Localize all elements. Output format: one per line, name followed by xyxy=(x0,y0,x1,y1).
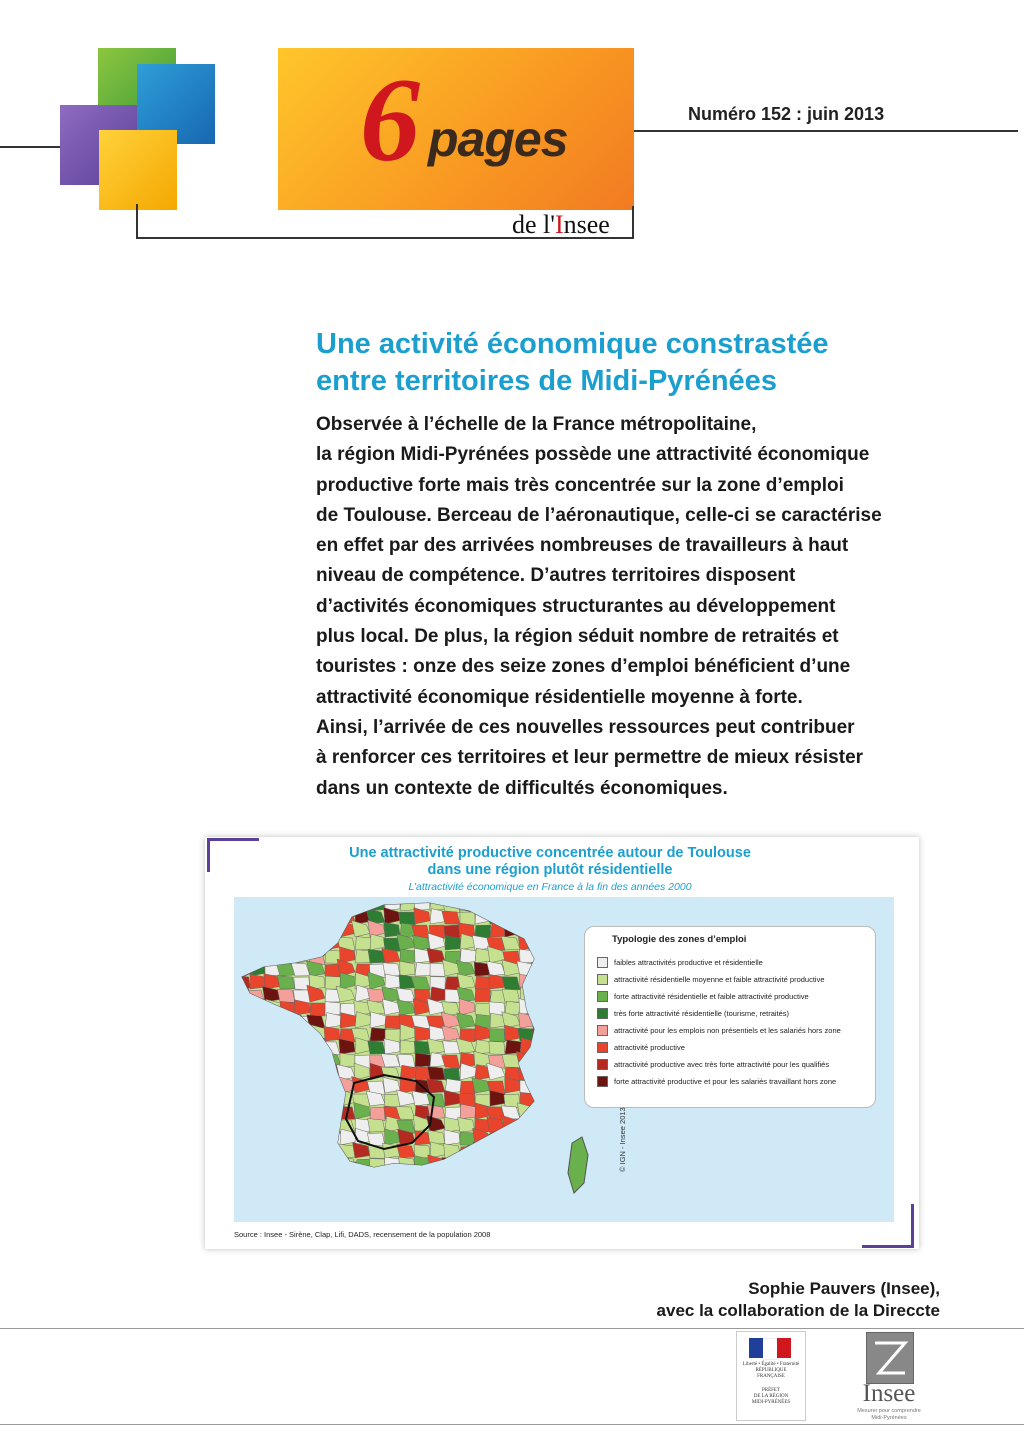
map-zone xyxy=(310,1067,326,1080)
map-zone xyxy=(325,1168,342,1184)
map-zone xyxy=(265,1119,282,1132)
map-zone xyxy=(307,1171,325,1184)
map-zone xyxy=(248,1015,265,1028)
map-zone xyxy=(323,934,340,950)
map-zone xyxy=(370,1159,385,1172)
map-zone xyxy=(428,1067,445,1080)
map-zone xyxy=(294,1055,310,1068)
map-zone xyxy=(249,960,265,976)
insee-wordmark: Insee xyxy=(862,1380,916,1407)
map-zone xyxy=(532,1029,550,1042)
map-zone xyxy=(502,977,520,990)
map-zone xyxy=(460,1146,476,1160)
map-zone xyxy=(325,1093,341,1106)
lead-line: Observée à l’échelle de la France métropolitaine, xyxy=(316,414,757,435)
map-zone xyxy=(430,963,445,976)
map-zone xyxy=(505,1040,522,1054)
map-zone xyxy=(400,1167,417,1184)
logo-square-yellow xyxy=(99,130,177,210)
map-zone xyxy=(250,1172,265,1186)
map-zone xyxy=(261,1146,280,1160)
legend-swatch xyxy=(597,991,608,1002)
map-zone xyxy=(262,1055,280,1068)
map-zone xyxy=(385,1157,400,1171)
map-zone xyxy=(532,975,550,989)
map-zone xyxy=(291,1144,310,1158)
map-zone xyxy=(294,1028,310,1041)
figure-corner xyxy=(207,838,259,841)
map-zone xyxy=(295,1037,312,1054)
map-zone xyxy=(265,1016,281,1029)
map-zone xyxy=(295,897,310,911)
lead-line: productive forte mais très concentrée sur la zone d’emploi xyxy=(316,474,844,496)
figure-corner xyxy=(207,838,210,872)
logo-publisher: de l'Insee xyxy=(512,210,610,239)
map-zone xyxy=(265,1132,282,1145)
map-zone xyxy=(234,897,250,911)
map-zone xyxy=(324,897,340,911)
map-zone xyxy=(310,1038,327,1054)
map-zone xyxy=(325,1120,340,1133)
map-zone xyxy=(248,1133,265,1147)
map-zone xyxy=(247,921,265,937)
map-zone xyxy=(310,922,325,937)
map-zone xyxy=(385,1016,401,1029)
map-zone xyxy=(489,1041,505,1054)
map-zone xyxy=(280,1128,295,1145)
map-zone xyxy=(235,998,252,1015)
map-zone xyxy=(261,899,280,912)
map-zone xyxy=(490,1169,506,1184)
map-zone xyxy=(277,989,295,1002)
map-zone xyxy=(280,1167,295,1184)
legend-swatch xyxy=(597,1059,608,1070)
map-zone xyxy=(250,1068,266,1081)
map-zone xyxy=(324,1026,340,1041)
legend-label: forte attractivité résidentielle et faible attractivité productive xyxy=(614,991,809,1001)
map-zone xyxy=(325,1081,341,1094)
footer-rule-top xyxy=(0,1328,1024,1329)
map-zone xyxy=(534,947,550,963)
prefecture-motto: Liberté • Égalité • Fraternité RÉPUBLIQUE FRANÇAISE xyxy=(742,1362,800,1379)
map-zone xyxy=(265,921,280,937)
map-zone xyxy=(295,1129,311,1145)
map-zone xyxy=(265,937,282,950)
map-zone xyxy=(533,1068,550,1081)
map-zone xyxy=(517,1103,535,1119)
map-copyright: © IGN - Insee 2013 xyxy=(618,1107,627,1172)
map-zone xyxy=(323,1156,340,1171)
lead-line: à renforcer ces territoires et leur permettre de mieux résister xyxy=(316,747,864,769)
map-zone xyxy=(384,1169,400,1184)
map-zone xyxy=(520,1116,537,1132)
lead-line: touristes : onze des seize zones d’emploi bénéficient d’une xyxy=(316,656,851,678)
map-zone xyxy=(518,1168,535,1184)
map-zone xyxy=(276,1027,295,1041)
map-zone xyxy=(534,1055,550,1068)
legend-item xyxy=(597,1023,841,1037)
map-zone xyxy=(532,1115,550,1132)
legend-swatch xyxy=(597,1042,608,1053)
map-zone xyxy=(471,1171,490,1184)
map-zone xyxy=(534,934,550,950)
map-zone xyxy=(234,1168,250,1184)
map-zone xyxy=(340,1168,355,1184)
legend-swatch xyxy=(597,957,608,968)
map-zone xyxy=(531,1012,550,1028)
map-zone xyxy=(400,949,415,963)
map-zone xyxy=(235,1054,250,1067)
map-zone xyxy=(265,1024,282,1041)
map-zone xyxy=(325,924,340,937)
map-zone xyxy=(535,1106,552,1119)
map-zone xyxy=(262,911,280,924)
map-zone xyxy=(292,1094,310,1107)
map-zone xyxy=(458,923,475,937)
map-zone xyxy=(235,1119,250,1132)
map-zone xyxy=(535,1002,550,1015)
map-zone xyxy=(460,949,476,963)
map-zone xyxy=(384,1094,400,1108)
map-zone xyxy=(398,1054,415,1067)
map-zone xyxy=(520,974,535,989)
legend-swatch xyxy=(597,974,608,985)
map-zone xyxy=(414,1168,430,1184)
map-zone xyxy=(234,1094,250,1107)
lead-line: plus local. De plus, la région séduit nombre de retraités et xyxy=(316,626,839,648)
map-zone xyxy=(250,1118,267,1132)
legend-title: Typologie des zones d’emploi xyxy=(612,934,747,945)
map-zone xyxy=(445,936,460,950)
map-zone xyxy=(310,1106,327,1119)
map-zone xyxy=(488,1156,505,1171)
lead-line: d’activités économiques structurantes au développement xyxy=(316,595,836,617)
figure-source: Source : Insee - Sirène, Clap, Lifi, DADS, recensement de la population 2008 xyxy=(234,1230,491,1239)
map-zone xyxy=(460,1104,476,1119)
map-zone xyxy=(400,961,415,976)
map-zone xyxy=(247,897,265,911)
map-zone xyxy=(505,912,521,925)
legend-label: très forte attractivité résidentielle (tourisme, retraités) xyxy=(614,1008,790,1018)
map-zone xyxy=(475,1159,490,1172)
map-zone xyxy=(246,935,265,950)
map-zone xyxy=(535,1037,550,1054)
legend-label: attractivité productive xyxy=(614,1042,685,1052)
lead-line: la région Midi-Pyrénées possède une attractivité économique xyxy=(316,444,870,466)
legend-item xyxy=(597,955,763,969)
map-zone xyxy=(292,1103,310,1119)
map-zone xyxy=(519,907,535,924)
map-zone xyxy=(502,989,520,1002)
map-zone xyxy=(532,1131,550,1145)
map-zone xyxy=(292,1119,310,1132)
map-zone xyxy=(504,920,520,937)
map-zone xyxy=(368,1118,385,1132)
header-rule-left xyxy=(0,146,62,148)
map-zone xyxy=(533,961,550,976)
legend-label: attractivité productive avec très forte attractivité pour les qualifiés xyxy=(614,1059,830,1069)
map-zone xyxy=(535,925,551,938)
map-zone xyxy=(503,1133,520,1147)
figure-subtitle: L’attractivité économique en France à la fin des années 2000 xyxy=(408,881,692,893)
flag-blue xyxy=(749,1338,763,1358)
map-zone xyxy=(517,1145,535,1158)
map-zone xyxy=(278,1051,295,1067)
map-zone xyxy=(234,1144,250,1158)
map-zone xyxy=(442,1158,460,1171)
map-zone xyxy=(489,1029,505,1042)
map-zone xyxy=(518,1013,535,1028)
author-credit: Sophie Pauvers (Insee), avec la collaboration de la Direccte xyxy=(656,1279,940,1320)
map-zone xyxy=(295,1167,311,1184)
map-zone xyxy=(246,1107,265,1120)
map-zone xyxy=(475,897,490,911)
map-zone xyxy=(249,910,265,924)
map-zone xyxy=(429,1168,445,1184)
map-zone xyxy=(250,1146,266,1159)
map-zone xyxy=(367,897,385,911)
legend-swatch xyxy=(597,1008,608,1019)
map-zone xyxy=(262,1079,280,1093)
map-zone xyxy=(234,1103,250,1119)
map-zone xyxy=(310,1144,325,1158)
logo-frame-right xyxy=(632,206,634,239)
map-zone xyxy=(532,987,550,1002)
map-zone xyxy=(280,1157,295,1171)
map-zone xyxy=(278,1016,295,1029)
map-zone xyxy=(520,1038,536,1054)
legend-item xyxy=(597,1074,836,1088)
map-zone xyxy=(490,1132,505,1145)
map-zone xyxy=(307,898,325,911)
map-zone xyxy=(279,1081,295,1094)
flag-white xyxy=(763,1338,777,1360)
map-zone xyxy=(235,1068,252,1081)
article-lead xyxy=(316,410,936,804)
map-zone xyxy=(277,923,295,937)
map-zone xyxy=(475,988,491,1002)
map-zone xyxy=(250,1039,265,1054)
map-zone xyxy=(368,1041,385,1054)
map-zone xyxy=(415,963,432,976)
prefecture-logo xyxy=(736,1331,806,1421)
map-zone xyxy=(460,897,476,911)
lead-line: attractivité économique résidentielle moyenne à forte. xyxy=(316,686,803,708)
map-zone xyxy=(234,960,250,976)
map-zone xyxy=(309,1089,325,1106)
map-zone xyxy=(325,964,340,978)
legend-swatch xyxy=(597,1025,608,1036)
insee-emblem xyxy=(866,1332,914,1384)
map-zone xyxy=(248,1053,265,1067)
map-zone xyxy=(306,1053,325,1067)
map-zone xyxy=(278,976,295,989)
map-zone xyxy=(518,898,535,911)
map-zone xyxy=(265,1155,281,1171)
lead-line: en effet par des arrivées nombreuses de travailleurs à haut xyxy=(316,535,849,557)
map-zone xyxy=(234,988,250,1002)
map-zone xyxy=(443,1170,460,1184)
prefecture-name: PRÉFET DE LA RÉGION MIDI-PYRÉNÉES xyxy=(751,1388,791,1405)
map-zone xyxy=(280,1105,295,1119)
map-zone xyxy=(338,1144,355,1158)
map-zone xyxy=(535,897,552,911)
map-zone xyxy=(279,1042,295,1056)
map-zone xyxy=(295,912,312,926)
figure-corner xyxy=(862,1245,914,1248)
map-zone xyxy=(294,935,310,950)
map-zone xyxy=(336,899,355,913)
map-zone xyxy=(234,1155,250,1171)
logo-word: pages xyxy=(428,111,568,167)
legend-label: forte attractivité productive et pour les salariés travaillant hors zone xyxy=(614,1076,837,1086)
map-zone xyxy=(355,1172,370,1185)
map-zone xyxy=(324,1104,340,1119)
map-zone xyxy=(306,1079,325,1093)
map-zone xyxy=(414,1041,430,1054)
map-zone xyxy=(520,1131,535,1145)
map-zone xyxy=(234,938,250,951)
lead-line: dans un contexte de difficultés économiques. xyxy=(316,777,728,799)
map-zone xyxy=(338,1157,355,1171)
figure-corner xyxy=(911,1204,914,1248)
legend-item xyxy=(597,972,825,986)
logo-frame-left xyxy=(136,204,138,238)
map-zone xyxy=(291,1063,310,1080)
map-zone xyxy=(518,934,535,950)
map-zone xyxy=(280,950,295,963)
map-zone xyxy=(280,1001,295,1015)
map-zone xyxy=(250,1025,266,1041)
map-zone xyxy=(321,909,340,924)
map-zone xyxy=(280,1143,297,1158)
map-zone xyxy=(264,1068,280,1082)
map-zone xyxy=(262,1103,280,1119)
legend-label: attractivité pour les emplois non présentiels et les salariés hors zone xyxy=(614,1025,841,1035)
map-zone xyxy=(459,1159,475,1173)
map-zone xyxy=(340,1053,355,1067)
map-zone xyxy=(473,1142,490,1158)
map-zone xyxy=(534,907,550,924)
map-zone xyxy=(505,1155,520,1171)
map-zone xyxy=(248,1003,265,1016)
map-zone xyxy=(250,951,267,964)
map-zone xyxy=(535,1172,551,1186)
figure-title: Une attractivité productive concentrée autour de Toulouse dans une région plutôt résidentielle xyxy=(349,845,751,878)
map-zone xyxy=(291,925,310,938)
map-zone xyxy=(490,897,505,911)
issue-number: Numéro 152 : juin 2013 xyxy=(688,104,885,124)
legend-item xyxy=(597,1006,789,1020)
map-zone xyxy=(279,1068,295,1082)
map-zone xyxy=(250,1090,266,1106)
legend-label: attractivité résidentielle moyenne et faible attractivité productive xyxy=(614,974,825,984)
map-zone xyxy=(535,1092,551,1106)
header-rule-right xyxy=(634,130,1018,132)
map-zone xyxy=(307,1117,325,1132)
map-zone xyxy=(400,1040,416,1054)
map-zone xyxy=(278,897,295,911)
map-zone xyxy=(235,951,251,965)
legend-item xyxy=(597,1057,829,1071)
map-zone xyxy=(235,1015,251,1028)
map-zone xyxy=(310,1003,326,1016)
map-zone xyxy=(235,1081,252,1095)
map-zone xyxy=(261,1168,280,1184)
map-zone xyxy=(234,922,250,937)
map-zone xyxy=(278,912,295,925)
map-zone xyxy=(369,1172,385,1185)
legend-item xyxy=(597,1040,685,1054)
map-zone xyxy=(234,1129,250,1145)
lead-line: niveau de compétence. D’autres territoires disposent xyxy=(316,565,796,587)
map-zone xyxy=(444,1144,460,1158)
map-zone xyxy=(535,1081,551,1094)
legend-label: faibles attractivités productive et résidentielle xyxy=(614,957,763,967)
logo-number: 6 xyxy=(360,53,420,186)
map-zone xyxy=(442,911,460,924)
legend-item xyxy=(597,989,809,1003)
map-zone xyxy=(234,910,250,924)
map-zone xyxy=(249,1159,265,1172)
map-zone xyxy=(294,1155,310,1171)
map-zone xyxy=(262,947,280,963)
map-zone xyxy=(519,924,535,937)
lead-line: de Toulouse. Berceau de l’aéronautique, celle-ci se caractérise xyxy=(316,504,882,526)
map-zone xyxy=(458,1170,475,1184)
map-zone xyxy=(355,937,371,950)
map-zone xyxy=(309,1157,325,1171)
article-title: Une activité économique constrastée entre territoires de Midi-Pyrénées xyxy=(316,328,829,397)
map-zone xyxy=(460,1132,475,1145)
map-zone xyxy=(234,1042,250,1055)
flag-red xyxy=(777,1338,791,1358)
map-zone xyxy=(532,1155,550,1171)
map-zone xyxy=(505,1142,520,1158)
map-zone xyxy=(262,1040,280,1054)
insee-logo xyxy=(852,1330,926,1422)
map-zone xyxy=(310,1132,326,1145)
map-zone xyxy=(310,911,325,924)
map-zone xyxy=(277,1119,295,1132)
map-zone xyxy=(265,1091,281,1106)
map-zone xyxy=(293,1077,310,1093)
lead-line: Ainsi, l’arrivée de ces nouvelles ressources peut contribuer xyxy=(316,716,855,738)
map-zone xyxy=(323,1141,340,1158)
map-zone xyxy=(310,936,327,950)
map-zone xyxy=(280,934,295,950)
footer-rule-bottom xyxy=(0,1424,1024,1425)
map-zone xyxy=(352,897,370,911)
map-zone xyxy=(234,1026,250,1041)
map-zone xyxy=(278,1094,295,1107)
map-zone xyxy=(489,1143,505,1158)
map-zone xyxy=(534,1144,550,1158)
map-zone xyxy=(250,1080,265,1093)
legend-swatch xyxy=(597,1076,608,1087)
insee-tagline: Mesurer pour comprendre Midi-Pyrénées xyxy=(857,1408,921,1421)
map-zone xyxy=(519,998,535,1015)
map-zone xyxy=(501,1167,520,1184)
map-zone xyxy=(517,1158,535,1171)
map-zone xyxy=(415,1053,430,1067)
map-zone xyxy=(504,897,520,911)
